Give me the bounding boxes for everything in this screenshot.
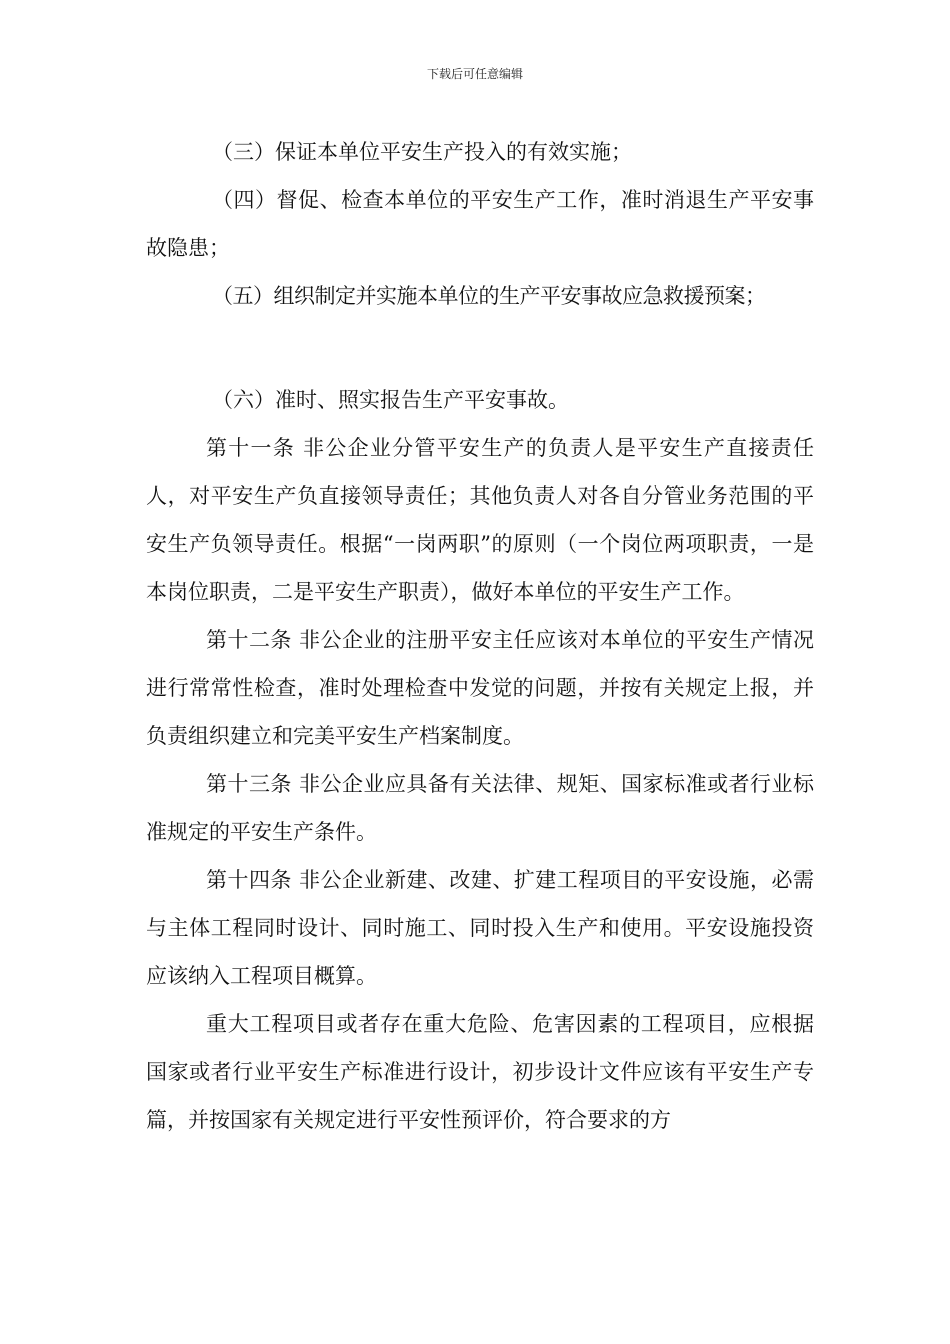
page-header: 下载后可任意编辑 xyxy=(426,67,523,81)
paragraph-article-12: 第十二条 非公企业的注册平安主任应该对本单位的平安生产情况进行常常性检查，准时处理检查中发觉的问题，并按有关规定上报，并负责组织建立和完美平安生产档案制度。 xyxy=(146,628,814,748)
paragraph-article-14: 第十四条 非公企业新建、改建、扩建工程项目的平安设施，必需与主体工程同时设计、同时施工、同时投入生产和使用。平安设施投资应该纳入工程项目概算。 xyxy=(146,868,814,988)
paragraph-item-3: （三）保证本单位平安生产投入的有效实施； xyxy=(212,140,632,164)
paragraph-major-projects: 重大工程项目或者存在重大危险、危害因素的工程项目，应根据国家或者行业平安生产标准进行设计，初步设计文件应该有平安生产专篇，并按国家有关规定进行平安性预评价，符合要求的方 xyxy=(146,1012,814,1132)
paragraph-item-6: （六）准时、照实报告生产平安事故。 xyxy=(212,388,569,412)
paragraph-article-11: 第十一条 非公企业分管平安生产的负责人是平安生产直接责任人，对平安生产负直接领导责任；其他负责人对各自分管业务范围的平安生产负领导责任。根据“一岗两职”的原则（一个岗位两项职责，一是本岗位职责，二是平安生产职责），做好本单位的平安生产工作。 xyxy=(146,436,814,604)
paragraph-item-4: （四）督促、检查本单位的平安生产工作，准时消退生产平安事故隐患； xyxy=(146,188,814,260)
paragraph-item-5: （五）组织制定并实施本单位的生产平安事故应急救援预案； xyxy=(212,284,766,308)
paragraph-article-13: 第十三条 非公企业应具备有关法律、规矩、国家标准或者行业标准规定的平安生产条件。 xyxy=(146,772,814,844)
document-body xyxy=(146,128,814,1144)
